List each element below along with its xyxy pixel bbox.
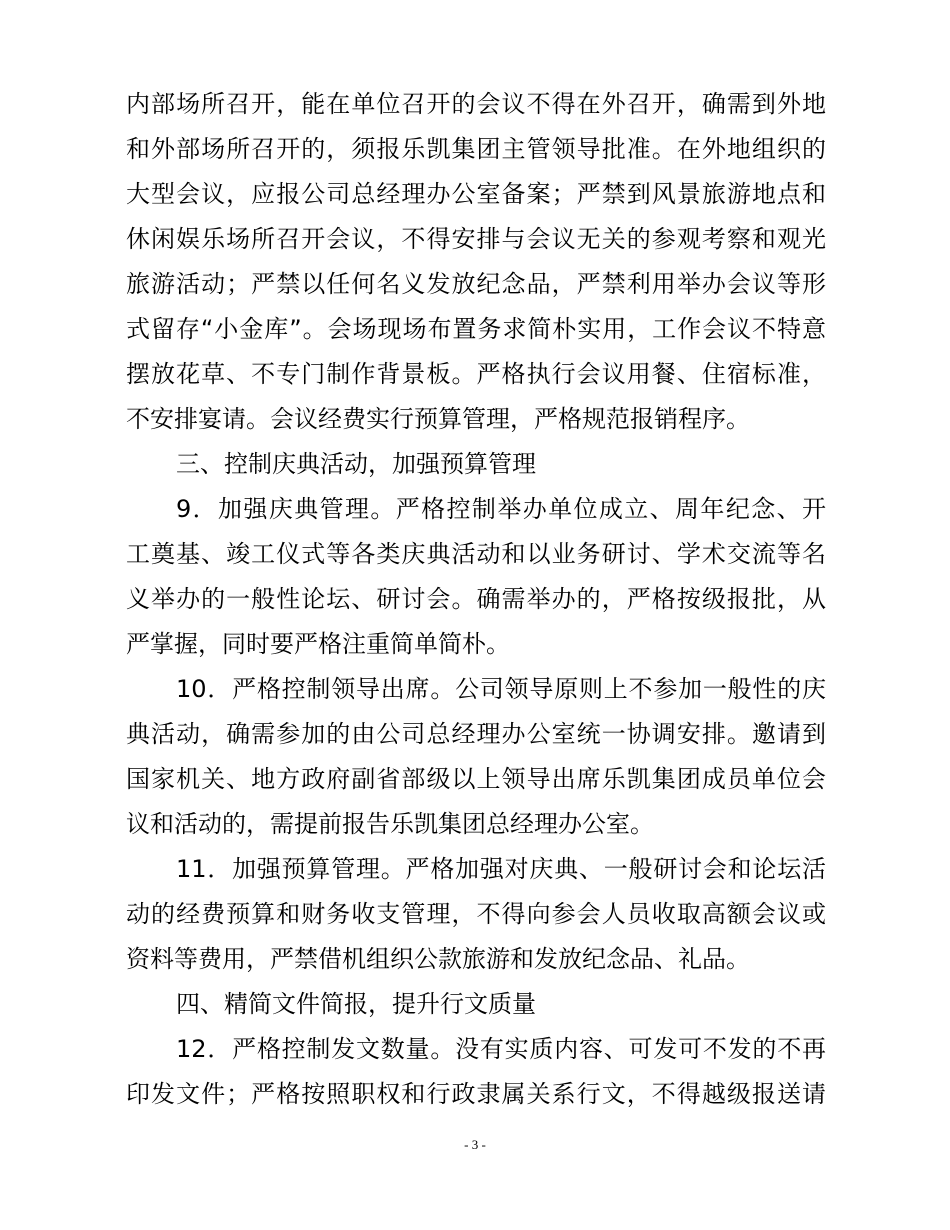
body-line: 旅游活动；严禁以任何名义发放纪念品，严禁利用举办会议等形 bbox=[126, 270, 826, 298]
body-line: 国家机关、地方政府副省部级以上领导出席乐凯集团成员单位会 bbox=[126, 765, 826, 793]
body-line: 休闲娱乐场所召开会议，不得安排与会议无关的参观考察和观光 bbox=[126, 225, 826, 253]
body-line: 摆放花草、不专门制作背景板。严格执行会议用餐、住宿标准， bbox=[126, 360, 826, 388]
body-line: 和外部场所召开的，须报乐凯集团主管领导批准。在外地组织的 bbox=[126, 135, 826, 163]
page-number: - 3 - bbox=[464, 1137, 486, 1152]
section-heading: 三、控制庆典活动，加强预算管理 bbox=[176, 450, 536, 478]
body-line: 资料等费用，严禁借机组织公款旅游和发放纪念品、礼品。 bbox=[126, 945, 750, 973]
body-line: 不安排宴请。会议经费实行预算管理，严格规范报销程序。 bbox=[126, 405, 750, 433]
body-line: 典活动，确需参加的由公司总经理办公室统一协调安排。邀请到 bbox=[126, 720, 826, 748]
document-body bbox=[126, 82, 826, 1117]
paragraph-start-line: 12．严格控制发文数量。没有实质内容、可发可不发的不再 bbox=[176, 1035, 826, 1063]
paragraph-start-line: 10．严格控制领导出席。公司领导原则上不参加一般性的庆 bbox=[176, 675, 826, 703]
body-line: 印发文件；严格按照职权和行政隶属关系行文，不得越级报送请 bbox=[126, 1080, 826, 1108]
body-line: 议和活动的，需提前报告乐凯集团总经理办公室。 bbox=[126, 810, 654, 838]
paragraph-start-line: 9．加强庆典管理。严格控制举办单位成立、周年纪念、开 bbox=[176, 495, 826, 523]
paragraph-start-line: 11．加强预算管理。严格加强对庆典、一般研讨会和论坛活 bbox=[176, 855, 826, 883]
body-line: 工奠基、竣工仪式等各类庆典活动和以业务研讨、学术交流等名 bbox=[126, 540, 826, 568]
body-line: 大型会议，应报公司总经理办公室备案；严禁到风景旅游地点和 bbox=[126, 180, 826, 208]
body-line: 动的经费预算和财务收支管理，不得向参会人员收取高额会议或 bbox=[126, 900, 826, 928]
section-heading: 四、精简文件简报，提升行文质量 bbox=[176, 990, 536, 1018]
body-line: 义举办的一般性论坛、研讨会。确需举办的，严格按级报批，从 bbox=[126, 585, 826, 613]
body-line: 内部场所召开，能在单位召开的会议不得在外召开，确需到外地 bbox=[126, 90, 826, 118]
body-line: 严掌握，同时要严格注重简单简朴。 bbox=[126, 630, 510, 658]
body-line: 式留存“小金库”。会场现场布置务求简朴实用，工作会议不特意 bbox=[126, 315, 826, 343]
